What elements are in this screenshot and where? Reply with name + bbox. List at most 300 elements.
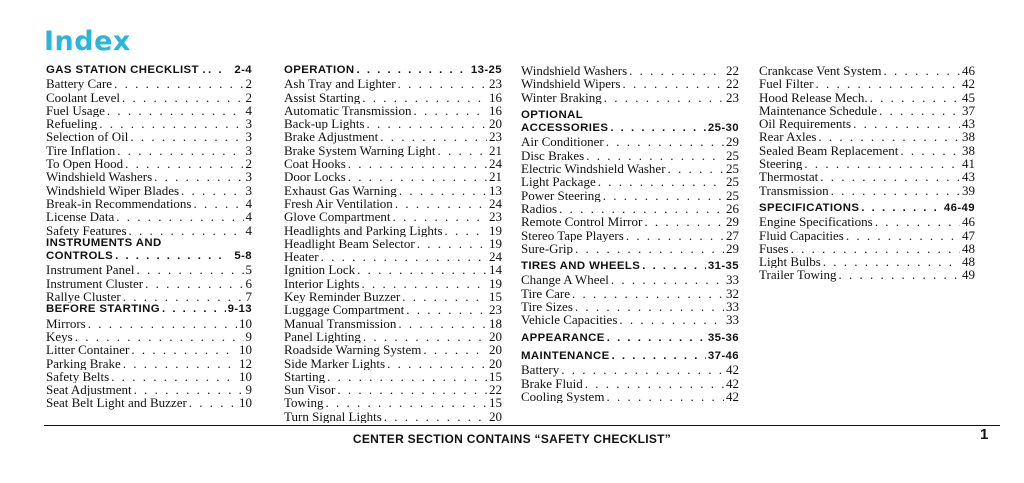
entry-label: Ash Tray and Lighter bbox=[284, 77, 396, 91]
dot-leader bbox=[604, 91, 724, 104]
entry-label: Hood Release Mech. bbox=[759, 90, 868, 104]
page-reference: 12 bbox=[239, 356, 252, 370]
dot-leader bbox=[194, 197, 244, 210]
page-reference: 15 bbox=[489, 396, 502, 410]
dot-leader bbox=[575, 242, 724, 255]
entry-label: Manual Transmission bbox=[284, 316, 397, 330]
index-entry bbox=[759, 242, 975, 255]
entry-label: Key Reminder Buzzer bbox=[284, 290, 401, 304]
dot-leader bbox=[363, 330, 487, 343]
footer-rule bbox=[44, 425, 1000, 426]
page-reference: 31-35 bbox=[707, 260, 739, 273]
entry-label: Transmission bbox=[759, 183, 829, 197]
dot-leader bbox=[417, 237, 487, 250]
entry-label: Windshield Wipers bbox=[521, 77, 621, 91]
index-entry bbox=[759, 91, 975, 104]
index-entry bbox=[284, 237, 502, 250]
page-reference: 27 bbox=[726, 228, 739, 242]
dot-leader bbox=[361, 277, 487, 290]
entry-label: Sun Visor bbox=[284, 383, 336, 397]
page-reference: 43 bbox=[962, 170, 975, 184]
entry-label: Parking Brake bbox=[46, 356, 121, 370]
page-reference: 6 bbox=[245, 276, 252, 291]
dot-leader bbox=[884, 64, 960, 77]
index-entry bbox=[46, 317, 252, 330]
index-entry bbox=[46, 277, 252, 290]
entry-label: Refueling bbox=[46, 117, 98, 131]
dot-leader bbox=[154, 170, 243, 183]
dot-leader bbox=[115, 250, 226, 263]
dot-leader bbox=[99, 117, 243, 130]
index-entry bbox=[521, 91, 739, 104]
entry-label: License Data bbox=[46, 210, 115, 224]
index-entry bbox=[284, 170, 502, 183]
entry-label: Stereo Tape Players bbox=[521, 228, 624, 242]
index-entry bbox=[284, 197, 502, 210]
dot-leader bbox=[125, 157, 243, 170]
dot-leader bbox=[380, 130, 487, 143]
dot-leader bbox=[622, 77, 724, 90]
dot-leader bbox=[327, 370, 487, 383]
page-reference: 23 bbox=[726, 90, 739, 104]
page-reference: 20 bbox=[489, 356, 502, 370]
dot-leader bbox=[585, 377, 724, 390]
dot-leader bbox=[357, 263, 487, 276]
entry-label: Headlights and Parking Lights bbox=[284, 223, 443, 237]
index-section-heading bbox=[284, 64, 502, 77]
dot-leader bbox=[123, 357, 237, 370]
dot-leader bbox=[145, 277, 243, 290]
entry-label: Starting bbox=[284, 369, 326, 384]
page-reference: 13 bbox=[489, 183, 502, 197]
page-reference: 18 bbox=[489, 316, 502, 330]
page-reference: 43 bbox=[962, 117, 975, 131]
dot-leader bbox=[831, 184, 960, 197]
page-reference: 3 bbox=[245, 183, 252, 197]
section-heading-label: ACCESSORIES bbox=[521, 122, 609, 135]
page-reference: 38 bbox=[962, 143, 975, 158]
page-reference: 46 bbox=[962, 64, 975, 78]
dot-leader bbox=[111, 370, 237, 383]
section-heading-label: CONTROLS bbox=[46, 250, 114, 263]
entry-label: Radios bbox=[521, 201, 558, 216]
entry-label: Safety Features bbox=[46, 223, 127, 237]
section-heading-label: TIRES AND WHEELS bbox=[521, 260, 641, 273]
index-entry bbox=[46, 104, 252, 117]
index-entry bbox=[521, 162, 739, 175]
page-reference: 20 bbox=[489, 343, 502, 357]
page-reference: 25 bbox=[726, 175, 739, 189]
dot-leader bbox=[134, 383, 244, 396]
entry-label: Luggage Compartment bbox=[284, 303, 405, 317]
dot-leader bbox=[559, 202, 724, 215]
dot-leader bbox=[598, 175, 724, 188]
entry-label: Sure-Grip bbox=[521, 241, 573, 256]
dot-leader bbox=[123, 290, 244, 303]
entry-label: Trailer Towing bbox=[759, 268, 837, 282]
dot-leader bbox=[818, 130, 960, 143]
entry-label: Roadside Warning System bbox=[284, 343, 422, 357]
page-reference: 32 bbox=[726, 286, 739, 301]
entry-label: Fresh Air Ventilation bbox=[284, 196, 393, 211]
page-reference: 13-25 bbox=[470, 64, 502, 76]
index-entry bbox=[759, 184, 975, 197]
dot-leader bbox=[362, 91, 487, 104]
dot-leader bbox=[820, 170, 960, 183]
dot-leader bbox=[129, 224, 244, 237]
index-column-1 bbox=[46, 64, 252, 410]
page-reference: 2 bbox=[245, 77, 252, 91]
page-reference: 19 bbox=[489, 276, 502, 291]
page-reference: 15 bbox=[489, 369, 502, 384]
dot-leader bbox=[398, 317, 487, 330]
index-entry bbox=[46, 157, 252, 170]
page-reference: 3 bbox=[245, 143, 252, 158]
page-reference: 29 bbox=[726, 241, 739, 256]
entry-label: Break-in Recommendations bbox=[46, 196, 192, 211]
page-reference: 15 bbox=[489, 290, 502, 304]
dot-leader bbox=[131, 343, 237, 356]
index-entry bbox=[46, 330, 252, 343]
dot-leader bbox=[870, 91, 960, 104]
entry-label: Coolant Level bbox=[46, 90, 121, 104]
dot-leader bbox=[875, 215, 960, 228]
dot-leader bbox=[606, 390, 724, 403]
dot-leader bbox=[607, 332, 706, 345]
dot-leader bbox=[619, 313, 724, 326]
entry-label: Door Locks bbox=[284, 170, 346, 184]
entry-label: Winter Braking bbox=[521, 90, 602, 104]
index-entry bbox=[759, 157, 975, 170]
page-reference: 48 bbox=[962, 241, 975, 256]
index-entry bbox=[284, 396, 502, 409]
entry-label: Light Package bbox=[521, 175, 596, 189]
dot-leader bbox=[612, 350, 706, 363]
dot-leader bbox=[406, 303, 487, 316]
dot-leader bbox=[393, 210, 487, 223]
entry-label: Automatic Transmission bbox=[284, 103, 412, 118]
page-title: Index bbox=[44, 26, 131, 57]
index-column-3 bbox=[521, 64, 739, 403]
entry-label: Turn Signal Lights bbox=[284, 409, 382, 424]
page-reference: 19 bbox=[489, 236, 502, 251]
entry-label: Side Marker Lights bbox=[284, 356, 386, 370]
dot-leader bbox=[879, 104, 960, 117]
page-reference: 10 bbox=[239, 343, 252, 357]
index-entry bbox=[521, 229, 739, 242]
index-entry bbox=[284, 330, 502, 343]
index-entry bbox=[521, 175, 739, 188]
entry-label: Light Bulbs bbox=[759, 255, 821, 269]
index-entry bbox=[521, 313, 739, 326]
index-entry bbox=[284, 263, 502, 276]
entry-label: Electric Windshield Washer bbox=[521, 162, 666, 176]
index-entry bbox=[46, 396, 252, 409]
entry-label: Tire Care bbox=[521, 286, 570, 301]
entry-label: Change A Wheel bbox=[521, 273, 609, 287]
page-reference: 33 bbox=[726, 273, 739, 287]
page-reference: 22 bbox=[726, 77, 739, 91]
index-section-heading bbox=[521, 350, 739, 363]
entry-label: Exhaust Gas Warning bbox=[284, 183, 397, 197]
dot-leader bbox=[846, 229, 960, 242]
index-entry bbox=[521, 377, 739, 390]
page-reference: 9 bbox=[245, 383, 252, 397]
page-reference: 24 bbox=[489, 250, 502, 264]
index-entry bbox=[284, 370, 502, 383]
entry-label: Disc Brakes bbox=[521, 148, 585, 163]
dot-leader bbox=[561, 363, 724, 376]
dot-leader bbox=[804, 157, 960, 170]
index-entry bbox=[284, 184, 502, 197]
index-column-2 bbox=[284, 64, 502, 423]
page-reference: 42 bbox=[962, 77, 975, 91]
page-reference: 7 bbox=[245, 290, 252, 304]
index-entry bbox=[284, 91, 502, 104]
entry-label: Back-up Lights bbox=[284, 117, 365, 131]
index-entry bbox=[284, 410, 502, 423]
entry-label: Glove Compartment bbox=[284, 210, 391, 224]
page-reference: 49 bbox=[962, 268, 975, 282]
page-reference: 35-36 bbox=[707, 331, 739, 344]
index-section-heading bbox=[521, 109, 739, 122]
index-entry bbox=[284, 357, 502, 370]
section-heading-label: MAINTENANCE bbox=[521, 349, 610, 362]
page-reference: 4 bbox=[245, 103, 252, 118]
index-section-heading bbox=[46, 64, 252, 77]
index-entry bbox=[46, 383, 252, 396]
page-reference: 46-49 bbox=[943, 201, 975, 214]
page-number: 1 bbox=[980, 426, 989, 443]
index-entry bbox=[521, 242, 739, 255]
entry-label: Power Steering bbox=[521, 188, 601, 202]
index-entry bbox=[521, 189, 739, 202]
page-reference: 47 bbox=[962, 228, 975, 242]
dot-leader bbox=[629, 64, 724, 77]
index-section-heading bbox=[46, 237, 252, 250]
index-entry bbox=[521, 215, 739, 228]
index-entry bbox=[284, 303, 502, 316]
index-entry bbox=[759, 144, 975, 157]
index-entry bbox=[284, 383, 502, 396]
index-entry bbox=[284, 317, 502, 330]
page-reference: 16 bbox=[489, 103, 502, 118]
dot-leader bbox=[575, 300, 724, 313]
index-section-heading bbox=[521, 332, 739, 345]
dot-leader bbox=[399, 184, 487, 197]
page-reference: 24 bbox=[489, 157, 502, 171]
index-entry bbox=[759, 130, 975, 143]
entry-label: Seat Adjustment bbox=[46, 383, 132, 397]
entry-label: Heater bbox=[284, 250, 319, 264]
index-entry bbox=[284, 343, 502, 356]
page-reference: 37-46 bbox=[707, 349, 739, 362]
dot-leader bbox=[395, 197, 487, 210]
page-reference: 33 bbox=[726, 313, 739, 327]
page-reference: 33 bbox=[726, 300, 739, 314]
page-reference: 10 bbox=[239, 396, 252, 410]
entry-label: Battery bbox=[521, 363, 560, 377]
dot-leader bbox=[606, 135, 724, 148]
page-reference: 42 bbox=[726, 376, 739, 390]
page-reference: 29 bbox=[726, 215, 739, 229]
section-heading-label: OPERATION bbox=[284, 64, 355, 76]
page-reference: 23 bbox=[489, 130, 502, 144]
dot-leader bbox=[900, 144, 960, 157]
dot-leader bbox=[348, 170, 487, 183]
section-heading-label: SPECIFICATIONS bbox=[759, 201, 860, 214]
index-section-heading bbox=[759, 202, 975, 215]
dot-leader bbox=[414, 104, 488, 117]
index-entry bbox=[46, 170, 252, 183]
dot-leader bbox=[321, 250, 487, 263]
section-heading-label: APPEARANCE bbox=[521, 331, 605, 344]
dot-leader bbox=[387, 357, 487, 370]
entry-label: Towing bbox=[284, 396, 324, 410]
index-entry bbox=[521, 149, 739, 162]
entry-label: Selection of Oil bbox=[46, 130, 129, 144]
index-entry bbox=[521, 363, 739, 376]
index-section-heading bbox=[46, 303, 252, 316]
index-entry bbox=[759, 104, 975, 117]
entry-label: Mirrors bbox=[46, 316, 86, 330]
page-reference: 5 bbox=[245, 263, 252, 277]
entry-label: Windshield Washers bbox=[521, 64, 628, 78]
dot-leader bbox=[117, 144, 243, 157]
page-reference: 20 bbox=[489, 117, 502, 131]
dot-leader bbox=[642, 260, 706, 273]
index-entry bbox=[759, 77, 975, 90]
dot-leader bbox=[423, 343, 487, 356]
dot-leader bbox=[791, 242, 960, 255]
dot-leader bbox=[116, 210, 243, 223]
index-entry bbox=[284, 290, 502, 303]
dot-leader bbox=[114, 77, 243, 90]
page-reference: 9-13 bbox=[227, 303, 252, 316]
dot-leader bbox=[75, 330, 244, 343]
index-entry bbox=[46, 343, 252, 356]
section-heading-label: INSTRUMENTS AND bbox=[46, 236, 162, 249]
dot-leader bbox=[130, 130, 243, 143]
page-reference: 4 bbox=[245, 223, 252, 237]
page-reference: 26 bbox=[726, 201, 739, 216]
index-entry bbox=[284, 250, 502, 263]
entry-label: Instrument Panel bbox=[46, 263, 135, 277]
dot-leader bbox=[816, 77, 960, 90]
dot-leader bbox=[644, 215, 724, 228]
page-reference: 14 bbox=[489, 263, 502, 277]
dot-leader bbox=[586, 149, 724, 162]
section-heading-label: GAS STATION CHECKLIST . bbox=[46, 64, 207, 76]
entry-label: Crankcase Vent System bbox=[759, 64, 882, 78]
footer-note: CENTER SECTION CONTAINS “SAFETY CHECKLIST” bbox=[352, 432, 672, 446]
entry-label: Steering bbox=[759, 157, 803, 171]
index-section-heading bbox=[46, 250, 252, 263]
index-entry bbox=[46, 210, 252, 223]
dot-leader bbox=[398, 77, 487, 90]
page-reference: 10 bbox=[239, 316, 252, 330]
entry-label: Maintenance Schedule bbox=[759, 103, 878, 118]
entry-label: Panel Lighting bbox=[284, 329, 361, 344]
entry-label: Engine Specifications bbox=[759, 215, 873, 229]
entry-label: Interior Lights bbox=[284, 276, 360, 291]
index-entry bbox=[521, 64, 739, 77]
page-reference: 23 bbox=[489, 77, 502, 91]
page-reference: 4 bbox=[245, 210, 252, 224]
entry-label: Keys bbox=[46, 329, 73, 344]
page-reference: 21 bbox=[489, 143, 502, 158]
index-entry bbox=[46, 130, 252, 143]
index-entry bbox=[759, 117, 975, 130]
page-reference: 20 bbox=[489, 329, 502, 344]
page-reference: 23 bbox=[489, 303, 502, 317]
page-reference: 2 bbox=[245, 90, 252, 104]
index-entry bbox=[284, 157, 502, 170]
entry-label: Headlight Beam Selector bbox=[284, 236, 415, 251]
index-entry bbox=[521, 273, 739, 286]
page-reference: 16 bbox=[489, 90, 502, 104]
entry-label: Instrument Cluster bbox=[46, 276, 144, 291]
page-reference: 42 bbox=[726, 389, 739, 404]
entry-label: Fuses bbox=[759, 241, 789, 256]
entry-label: Windshield Wiper Blades bbox=[46, 183, 180, 197]
dot-leader bbox=[326, 396, 487, 409]
entry-label: Fuel Usage bbox=[46, 103, 105, 118]
index-entry bbox=[46, 117, 252, 130]
index-entry bbox=[46, 357, 252, 370]
page-reference: 38 bbox=[962, 130, 975, 144]
dot-leader bbox=[367, 117, 487, 130]
index-entry bbox=[284, 117, 502, 130]
index-entry bbox=[521, 300, 739, 313]
page-reference: 19 bbox=[489, 223, 502, 237]
index-entry bbox=[46, 290, 252, 303]
entry-label: Brake System Warning Light bbox=[284, 143, 436, 158]
page-reference: 25 bbox=[726, 162, 739, 176]
index-entry bbox=[521, 135, 739, 148]
page-reference: 45 bbox=[962, 90, 975, 104]
index-entry bbox=[284, 77, 502, 90]
entry-label: Assist Starting bbox=[284, 90, 361, 104]
entry-label: Air Conditioner bbox=[521, 135, 604, 149]
entry-label: Rear Axles bbox=[759, 130, 817, 144]
entry-label: Litter Container bbox=[46, 343, 130, 357]
entry-label: Coat Hooks bbox=[284, 157, 346, 171]
page-reference: 25 bbox=[726, 188, 739, 202]
entry-label: Ignition Lock bbox=[284, 263, 356, 277]
index-entry bbox=[521, 287, 739, 300]
index-entry bbox=[521, 202, 739, 215]
dot-leader bbox=[181, 184, 243, 197]
index-entry bbox=[284, 224, 502, 237]
index-entry bbox=[284, 104, 502, 117]
entry-label: Battery Care bbox=[46, 77, 113, 91]
page-reference: 42 bbox=[726, 363, 739, 377]
entry-label: Brake Adjustment bbox=[284, 130, 379, 144]
dot-leader bbox=[445, 224, 487, 237]
page-reference: 5-8 bbox=[234, 250, 252, 263]
index-entry bbox=[46, 144, 252, 157]
dot-leader bbox=[572, 287, 724, 300]
entry-label: Safety Belts bbox=[46, 369, 110, 384]
dot-leader bbox=[136, 263, 243, 276]
dot-leader bbox=[356, 64, 468, 77]
index-entry bbox=[46, 197, 252, 210]
dot-leader bbox=[838, 268, 960, 281]
index-entry bbox=[759, 64, 975, 77]
page-reference: 3 bbox=[245, 117, 252, 131]
entry-label: Oil Requirements bbox=[759, 117, 852, 131]
